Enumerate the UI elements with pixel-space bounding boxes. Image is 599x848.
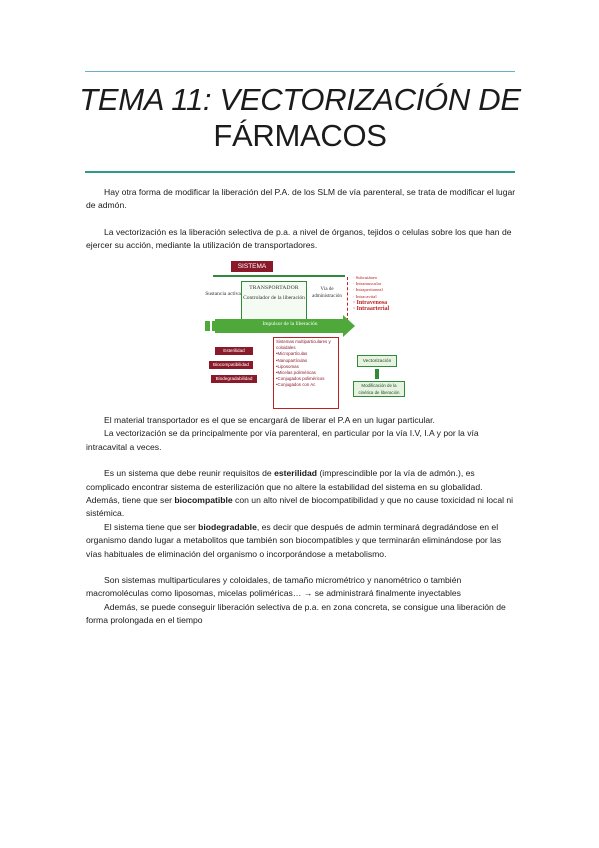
diagram-vectorizacion-box: Vectorización <box>357 355 397 367</box>
diagram-system-item: •Liposomas <box>276 363 299 369</box>
text-run: Es un sistema que debe reunir requisitos de <box>104 468 275 479</box>
diagram-site: · Intramuscular <box>353 281 382 287</box>
intro-section <box>86 186 516 253</box>
diagram-sistema-label: SISTEMA <box>231 261 273 272</box>
diagram-system-item: •Conjugados poliméricos <box>276 376 325 382</box>
diagram-requirement: Esterilidad <box>215 347 253 355</box>
diagram-systems-box <box>273 337 339 409</box>
keyword-biocompatible: biocompatible <box>174 495 233 506</box>
diagram-system-item: •Micelas poliméricas <box>276 370 316 376</box>
text-run: (imprescindible por la vía de admón.), es complicado encontrar sistema de esterilización que no altere la estabilidad del sistema en su globalidad. Además, tiene que ser <box>86 468 483 506</box>
text-run: , es decir que después de admin terminará degradándose en el organismo dando lugar a metabolitos que también son biocompatibles y que terminarán eliminándose por las vías habituales de eliminación del organismo o incorporándose a metabolismo. <box>86 521 502 559</box>
paragraph-routes: La vectorización se da principalmente por vía parenteral, en particular por la vía I.V, I.A y por la vía intracavital a veces. <box>86 428 479 452</box>
diagram-arrow-label: Impulsor de la liberación <box>262 321 318 327</box>
keyword-sterility: esterilidad <box>274 468 318 479</box>
text-run: El sistema tiene que ser <box>104 521 199 532</box>
diagram-down-arrow <box>375 369 379 379</box>
diagram-site-emph: · Intravenosa <box>353 299 388 306</box>
vectorization-diagram <box>205 259 410 410</box>
paragraph-carrier: El material transportador es el que se encargará de liberar el P.A en un lugar particular. <box>104 415 435 425</box>
diagram-system-item: Sistemas multiparticulares y coloidales <box>276 339 331 351</box>
diagram-site: · Subcutáneo <box>353 275 378 280</box>
diagram-system-item: •Nanopartículas <box>276 357 308 363</box>
title-line-1: TEMA 11: VECTORIZACIÓN DE <box>79 82 521 117</box>
title-line-2: FÁRMACOS <box>213 118 387 153</box>
diagram-system-item: •Micropartículas <box>276 351 308 357</box>
diagram-system-item: •Conjugados con Ac <box>276 382 316 388</box>
diagram-square <box>205 321 210 331</box>
paragraph-sterility <box>86 467 516 521</box>
text-run: con un alto nivel de biocompatibilidad y que no cause toxicidad ni local ni sistémica. <box>86 495 514 519</box>
keyword-biodegradable: biodegradable <box>198 521 257 532</box>
diagram-arrow-head <box>343 315 355 337</box>
diagram-site-emph: · Intraarterial <box>353 306 390 313</box>
diagram-requirement: Biocompatibilidad <box>209 361 253 369</box>
diagram-transportador-label: TRANSPORTADOR <box>249 285 299 291</box>
paragraph-vectorization-definition: La vectorización es la liberación selectiva de p.a. a nivel de órganos, tejidos o celulas sobre los que han de ejercer su acción, mediante la utilización de transportadores. <box>86 226 512 251</box>
paragraph-selective-release: Además, se puede conseguir liberación selectiva de p.a. en zona concreta, se consigue una liberación de forma prolongada en el tiempo <box>86 601 506 626</box>
diagram-right-label: Vía de administración <box>312 287 342 299</box>
page-title <box>70 82 530 154</box>
diagram-site: · Intraperitoneal <box>353 287 383 293</box>
diagram-top-bar <box>213 275 345 277</box>
top-divider <box>85 71 515 72</box>
diagram-sites-list <box>353 275 411 312</box>
main-section <box>86 414 516 628</box>
diagram-left-label: Sustancia activa <box>205 291 241 297</box>
diagram-modificacion-box: Modificación de la cinética de liberación <box>353 381 405 397</box>
paragraph-systems: Son sistemas multiparticulares y coloidales, de tamaño micrométrico y nanométrico o también macromoléculas como liposomas, micelas poliméricas… → se administrará finalmente inyectables <box>86 575 462 599</box>
paragraph-biodegradable <box>86 521 516 561</box>
title-underline <box>85 171 515 173</box>
diagram-requirement: Biodegradabilidad <box>211 375 257 383</box>
paragraph-intro: Hay otra forma de modificar la liberación del P.A. de los SLM de vía parenteral, se trata de modificar el lugar de admón. <box>86 187 516 211</box>
diagram-site: · Intracavital <box>353 293 377 299</box>
diagram-controlador-label: Controlador de la liberación <box>243 295 305 301</box>
